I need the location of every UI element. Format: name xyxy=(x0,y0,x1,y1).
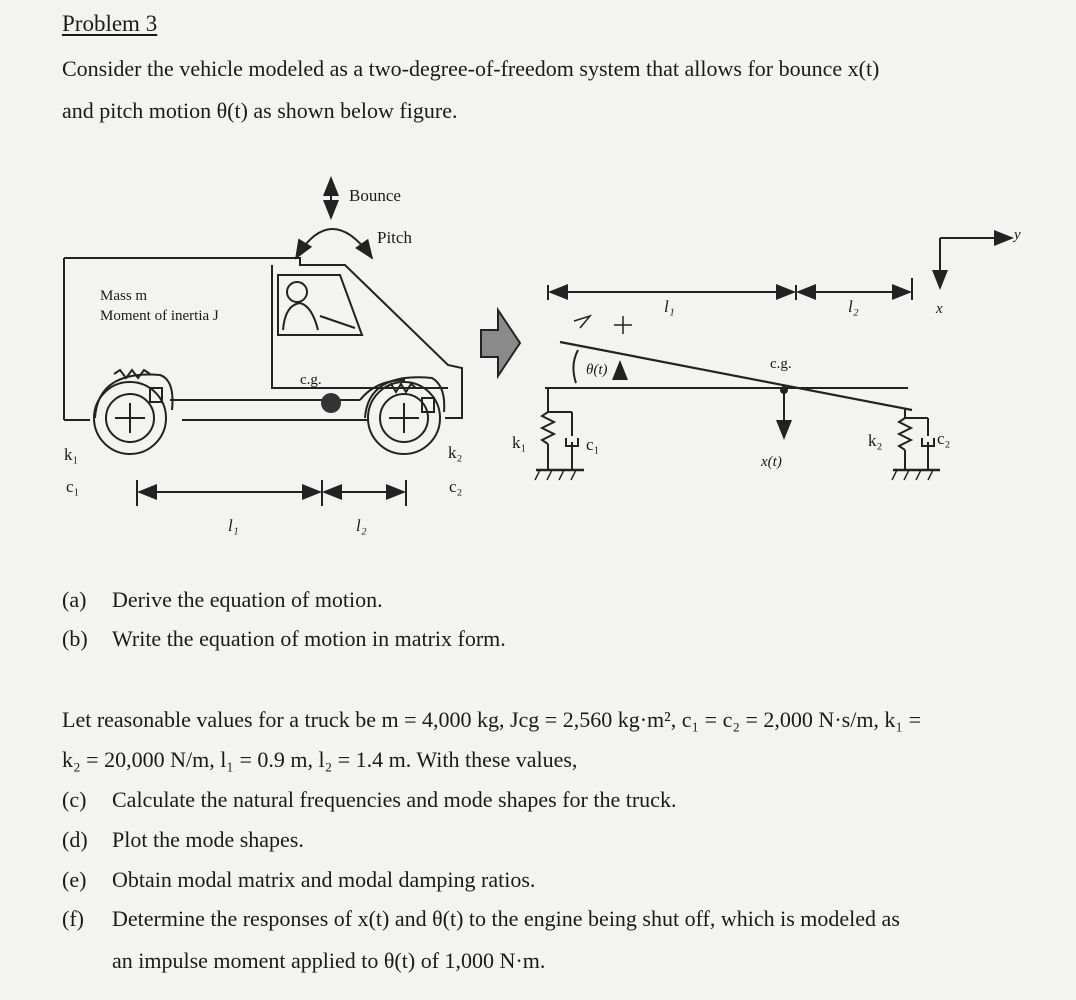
label-inertia: Moment of inertia J xyxy=(100,308,219,324)
problem-title: Problem 3 xyxy=(62,11,158,36)
question-b-text: Write the equation of motion in matrix form. xyxy=(112,626,506,651)
right-spring xyxy=(899,418,911,450)
values-line-1: Let reasonable values for a truck be m = 4,000 kg, Jcg = 2,560 kg·m², c₁ = c₂ = 2,000 N·s/m, k₁ = xyxy=(62,707,922,732)
left-spring xyxy=(542,412,554,444)
label-k2-schem: k₂ xyxy=(868,431,883,450)
label-c2-schem: c₂ xyxy=(937,429,951,448)
label-c1-schem: c₁ xyxy=(586,435,600,454)
question-e-label: (e) xyxy=(62,867,87,892)
label-xt: x(t) xyxy=(761,454,782,470)
label-cg-schem: c.g. xyxy=(770,356,792,372)
question-a-text: Derive the equation of motion. xyxy=(112,587,383,612)
pitch-arc xyxy=(296,229,372,258)
label-k1-schem: k₁ xyxy=(512,433,527,452)
label-mass: Mass m xyxy=(100,288,148,304)
label-c2-truck: c₂ xyxy=(449,477,463,496)
label-l1-truck: l₁ xyxy=(228,516,239,535)
question-f-label: (f) xyxy=(62,906,84,931)
label-y-axis: y xyxy=(1014,227,1021,243)
label-theta: θ(t) xyxy=(586,362,608,378)
question-c-text: Calculate the natural frequencies and mode shapes for the truck. xyxy=(112,787,677,812)
label-pitch: Pitch xyxy=(377,228,412,247)
values-line-2: k₂ = 20,000 N/m, l₁ = 0.9 m, l₂ = 1.4 m. With these values, xyxy=(62,747,578,772)
question-b-label: (b) xyxy=(62,626,88,651)
label-x-axis: x xyxy=(936,301,943,317)
rotated-bar xyxy=(560,342,912,410)
label-l2-schem: l₂ xyxy=(848,297,859,316)
label-c1-truck: c₁ xyxy=(66,477,80,496)
intro-line-2: and pitch motion θ(t) as shown below figure. xyxy=(62,98,458,123)
question-c-label: (c) xyxy=(62,787,87,812)
label-l1-schem: l₁ xyxy=(664,297,675,316)
label-bounce: Bounce xyxy=(349,186,401,205)
label-k1-truck: k₁ xyxy=(64,445,79,464)
question-d-label: (d) xyxy=(62,827,88,852)
label-l2-truck: l₂ xyxy=(356,516,367,535)
question-f-continued: an impulse moment applied to θ(t) of 1,000 N·m. xyxy=(112,948,546,973)
question-a-label: (a) xyxy=(62,587,87,612)
cg-dot xyxy=(321,393,341,413)
transition-arrow xyxy=(481,310,520,376)
question-e-text: Obtain modal matrix and modal damping ratios. xyxy=(112,867,536,892)
label-cg-truck: c.g. xyxy=(300,372,322,388)
question-f-text: Determine the responses of x(t) and θ(t) to the engine being shut off, which is modeled as xyxy=(112,906,900,931)
question-d-text: Plot the mode shapes. xyxy=(112,827,304,852)
label-k2-truck: k₂ xyxy=(448,443,463,462)
intro-line-1: Consider the vehicle modeled as a two-degree-of-freedom system that allows for bounce x(t) xyxy=(62,56,880,81)
